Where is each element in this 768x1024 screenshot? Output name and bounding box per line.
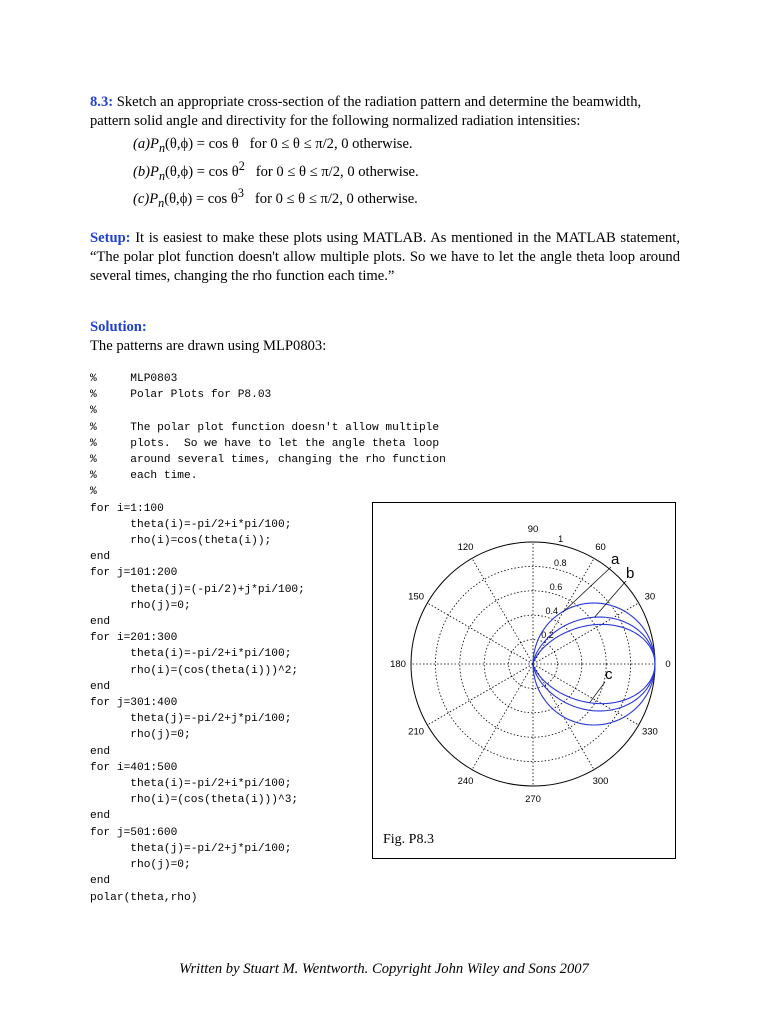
curve-label: a	[611, 551, 620, 568]
code-line: for i=401:500	[90, 761, 178, 774]
code-line: end	[90, 616, 111, 629]
equation-rhs: cos θ	[207, 190, 238, 207]
code-line: end	[90, 810, 111, 823]
setup-paragraph	[90, 229, 680, 286]
solution-heading: Solution:	[90, 319, 147, 335]
angle-grid-spoke	[472, 558, 533, 664]
code-line: theta(j)=-pi/2+j*pi/100;	[90, 842, 292, 855]
angle-grid-spoke	[533, 664, 639, 725]
code-line: for j=501:600	[90, 826, 178, 839]
equation-label: (a)	[133, 135, 151, 152]
figure-box	[372, 502, 676, 859]
code-line: theta(i)=-pi/2+i*pi/100;	[90, 778, 292, 791]
setup-heading: Setup:	[90, 230, 131, 246]
figure-caption: Fig. P8.3	[383, 832, 434, 847]
code-line: for j=101:200	[90, 567, 178, 580]
code-line: rho(j)=0;	[90, 729, 191, 742]
setup-text: It is easiest to make these plots using MATLAB. As mentioned in the MATLAB statement, “The polar plot function doesn't allow multiple plots. So we have to let the angle theta loop around several times, changing the rho function each time.”	[90, 230, 680, 284]
angle-tick-label: 0	[665, 659, 671, 670]
radial-tick-label: 0.6	[549, 581, 563, 592]
code-line: % The polar plot function doesn't allow multiple	[90, 421, 440, 434]
equation-args: (θ,ϕ)	[165, 163, 194, 180]
radial-tick-label: 0.4	[545, 605, 558, 616]
angle-grid-spoke	[427, 664, 533, 725]
code-line: theta(i)=-pi/2+i*pi/100;	[90, 518, 292, 531]
code-line: end	[90, 551, 111, 564]
angle-tick-label: 90	[527, 524, 539, 535]
code-line: theta(j)=(-pi/2)+j*pi/100;	[90, 583, 305, 596]
equation-rhs: cos θ	[208, 163, 239, 180]
angle-tick-label: 30	[644, 591, 656, 603]
code-line: for i=201:300	[90, 632, 178, 645]
code-line: %	[90, 405, 97, 418]
code-line: polar(theta,rho)	[90, 891, 198, 904]
code-line: % MLP0803	[90, 373, 178, 385]
angle-tick-label: 270	[525, 794, 541, 805]
equation-b: $(b)P_n(\theta,\phi) = \cos \theta^2$ for 0 ≤ θ ≤ π/2, 0 otherwise.	[133, 159, 419, 183]
equation-label: (c)	[133, 190, 150, 207]
code-line: rho(i)=(cos(theta(i)))^2;	[90, 664, 299, 677]
equation-condition: for 0 ≤ θ ≤ π/2, 0 otherwise.	[255, 163, 419, 180]
code-line: theta(j)=-pi/2+j*pi/100;	[90, 713, 292, 726]
code-line: % around several times, changing the rho function	[90, 454, 446, 467]
code-line: rho(i)=cos(theta(i));	[90, 535, 272, 548]
angle-tick-label: 240	[457, 775, 474, 787]
code-line: % Polar Plots for P8.03	[90, 389, 272, 402]
angle-grid-spoke	[472, 664, 533, 770]
code-line: rho(j)=0;	[90, 859, 191, 872]
code-line: for i=1:100	[90, 502, 164, 515]
equation-args: (θ,ϕ)	[164, 190, 193, 207]
code-line: % each time.	[90, 470, 198, 483]
code-line: end	[90, 680, 111, 693]
equation-sub: n	[158, 168, 166, 183]
code-line: rho(i)=(cos(theta(i)))^3;	[90, 794, 299, 807]
angle-tick-label: 210	[408, 726, 425, 738]
angle-grid-spoke	[427, 603, 533, 664]
solution-intro: The patterns are drawn using MLP0803:	[90, 338, 327, 354]
copyright-footer: Written by Stuart M. Wentworth. Copyright John Wiley and Sons 2007	[179, 961, 589, 977]
equation-rhs: cos θ	[208, 135, 239, 152]
equation-a: $(a)P_n(\theta,\phi) = \cos \theta$ for 0 ≤ θ ≤ π/2, 0 otherwise.	[133, 135, 413, 155]
equation-power: 2	[238, 159, 245, 173]
equation-power: 3	[237, 186, 244, 200]
angle-tick-label: 120	[457, 542, 474, 554]
problem-statement	[90, 93, 680, 131]
angle-tick-label: 180	[390, 659, 406, 670]
equation-func: P	[150, 163, 159, 180]
equation-condition: for 0 ≤ θ ≤ π/2, 0 otherwise.	[249, 135, 413, 152]
code-line: %	[90, 486, 97, 499]
curve-label: c	[605, 666, 613, 683]
angle-tick-label: 330	[641, 726, 658, 738]
curve-label: b	[626, 565, 635, 582]
code-line: rho(j)=0;	[90, 599, 191, 612]
code-line: for j=301:400	[90, 697, 178, 710]
equation-c: $(c)P_n(\theta,\phi) = \cos \theta^3$ for 0 ≤ θ ≤ π/2, 0 otherwise.	[133, 186, 418, 210]
radial-tick-label: 1	[558, 533, 564, 544]
curve-pointer-line	[590, 682, 605, 703]
code-line: end	[90, 745, 111, 758]
equation-sub: n	[158, 195, 165, 210]
problem-number: 8.3:	[90, 94, 114, 110]
angle-tick-label: 150	[408, 591, 425, 603]
angle-tick-label: 300	[592, 775, 609, 787]
equation-args: (θ,ϕ)	[165, 135, 194, 152]
code-line: % plots. So we have to let the angle theta loop	[90, 437, 440, 450]
code-line: theta(i)=-pi/2+i*pi/100;	[90, 648, 292, 661]
solution-block	[90, 318, 680, 356]
problem-text: Sketch an appropriate cross-section of the radiation pattern and determine the beamwidth, pattern solid angle and directivity for the following normalized radiation intensities:	[90, 94, 642, 129]
equation-sub: n	[158, 140, 166, 155]
equation-condition: for 0 ≤ θ ≤ π/2, 0 otherwise.	[254, 190, 418, 207]
radial-tick-label: 0.2	[541, 629, 554, 640]
radial-tick-label: 0.8	[553, 557, 567, 568]
code-line: end	[90, 875, 111, 888]
equation-label: (b)	[133, 163, 151, 180]
angle-tick-label: 60	[595, 542, 606, 554]
polar-plot	[373, 503, 675, 823]
equation-func: P	[149, 190, 159, 207]
curve-pointer-line	[595, 581, 626, 617]
equation-func: P	[150, 135, 159, 152]
